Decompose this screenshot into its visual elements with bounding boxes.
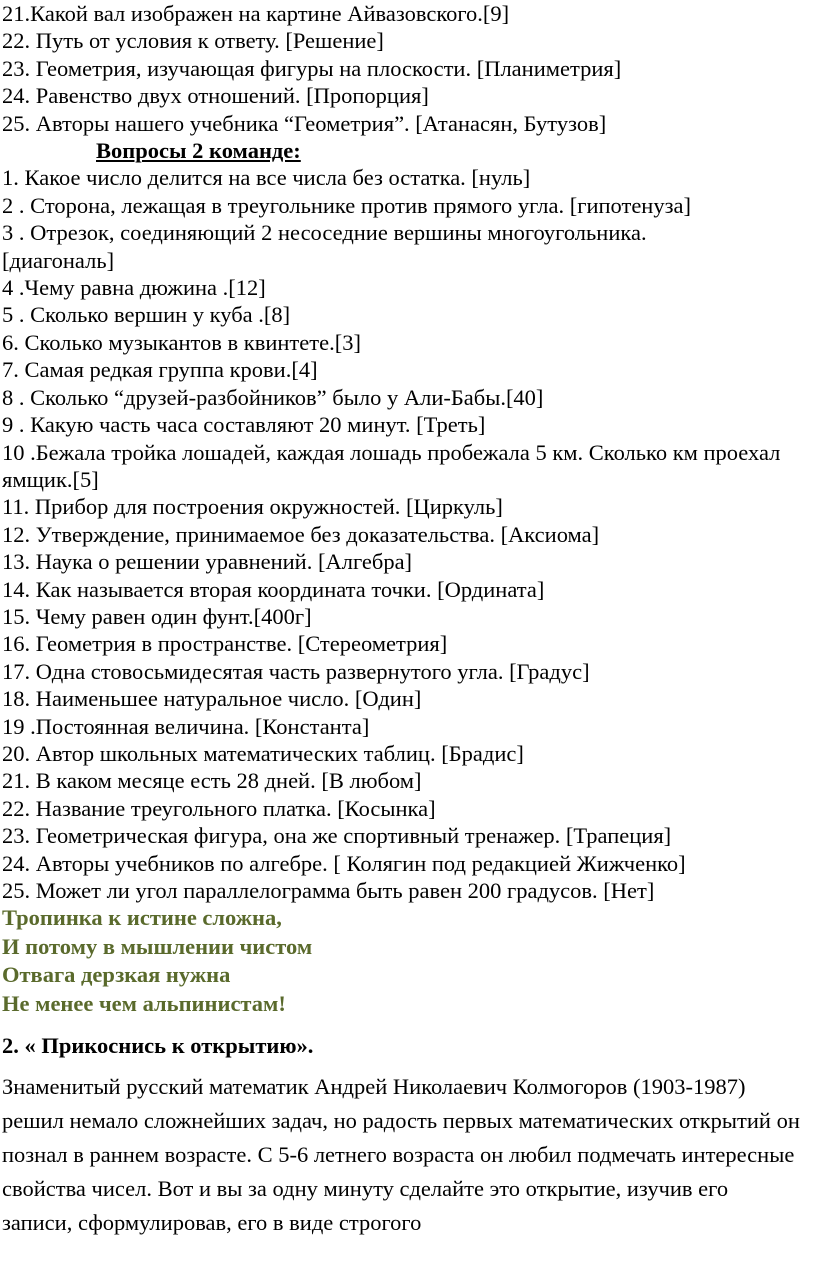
question-item: 25. Может ли угол параллелограмма быть равен 200 градусов. [Нет] xyxy=(2,878,655,903)
question-item: 20. Автор школьных математических таблиц. [Брадис] xyxy=(2,740,524,766)
question-item: 11. Прибор для построения окружностей. [Циркуль] xyxy=(2,494,503,520)
question-item: 24. Авторы учебников по алгебре. [ Колягин под редакцией Жижченко] xyxy=(2,850,686,876)
question-item: 10 .Бежала тройка лошадей, каждая лошадь пробежала 5 км. Сколько км проехал ямщик.[5] xyxy=(2,439,781,492)
question-item: 8 . Сколько “друзей-разбойников” было у Али-Бабы.[40] xyxy=(2,384,544,410)
question-item: 3 . Отрезок, соединяющий 2 несоседние вершины многоугольника. [диагональ] xyxy=(2,220,647,273)
question-item: 4 .Чему равна дюжина .[12] xyxy=(2,275,266,301)
question-item: 2 . Сторона, лежащая в треугольнике против прямого угла. [гипотенуза] xyxy=(2,192,691,218)
question-item: 5 . Сколько вершин у куба .[8] xyxy=(2,302,291,328)
question-item: 15. Чему равен один фунт.[400г] xyxy=(2,603,312,629)
question-item: 12. Утверждение, принимаемое без доказательства. [Аксиома] xyxy=(2,521,600,547)
question-item: 22. Путь от условия к ответу. [Решение] xyxy=(2,28,384,54)
question-item: 22. Название треугольного платка. [Косынка] xyxy=(2,795,436,821)
team2-heading-text: Вопросы 2 команде: xyxy=(96,138,301,164)
body-paragraph: Знаменитый русский математик Андрей Николаевич Колмогоров (1903-1987) решил немало сложнейших задач, но радость первых математических открытий он познал в раннем возрасте. С 5-6 летнего возраста он любил подмечать интересные свойства чисел. Вот и вы за одну минуту сделайте это открытие, изучив его записи, сформулировав, его в виде строгого xyxy=(2,1074,800,1236)
poem-line: Тропинка к истине сложна, xyxy=(2,905,282,931)
poem-line: Не менее чем альпинистам! xyxy=(2,990,286,1016)
question-item: 24. Равенство двух отношений. [Пропорция] xyxy=(2,83,429,109)
question-item: 18. Наименьшее натуральное число. [Один] xyxy=(2,686,422,712)
poem-line: Отвага дерзкая нужна xyxy=(2,962,231,988)
question-item: 7. Самая редкая группа крови.[4] xyxy=(2,357,318,383)
team2-heading xyxy=(0,137,816,164)
question-item: 9 . Какую часть часа составляют 20 минут. [Треть] xyxy=(2,412,486,438)
question-item: 25. Авторы нашего учебника “Геометрия”. [Атанасян, Бутузов] xyxy=(2,110,607,136)
question-item: 13. Наука о решении уравнений. [Алгебра] xyxy=(2,549,413,575)
question-item: 17. Одна стовосьмидесятая часть развернутого угла. [Градус] xyxy=(2,658,590,684)
question-item: 6. Сколько музыкантов в квинтете.[3] xyxy=(2,329,361,355)
question-item: 19 .Постоянная величина. [Константа] xyxy=(2,713,370,739)
question-item: 21. В каком месяце есть 28 дней. [В любом] xyxy=(2,768,422,794)
question-item: 16. Геометрия в пространстве. [Стереометрия] xyxy=(2,631,448,657)
question-item: 14. Как называется вторая координата точки. [Ордината] xyxy=(2,576,545,602)
question-item: 23. Геометрическая фигура, она же спортивный тренажер. [Трапеция] xyxy=(2,823,672,849)
question-item: 21.Какой вал изображен на картине Айвазовского.[9] xyxy=(2,1,510,26)
question-item: 1. Какое число делится на все числа без остатка. [нуль] xyxy=(2,165,531,191)
poem-block xyxy=(0,904,816,1018)
question-item: 23. Геометрия, изучающая фигуры на плоскости. [Планиметрия] xyxy=(2,55,622,81)
section-title: 2. « Прикоснись к открытию». xyxy=(2,1033,314,1059)
team2-question-list xyxy=(0,164,816,904)
top-question-list xyxy=(0,0,816,137)
poem-line: И потому в мышлении чистом xyxy=(2,933,313,959)
